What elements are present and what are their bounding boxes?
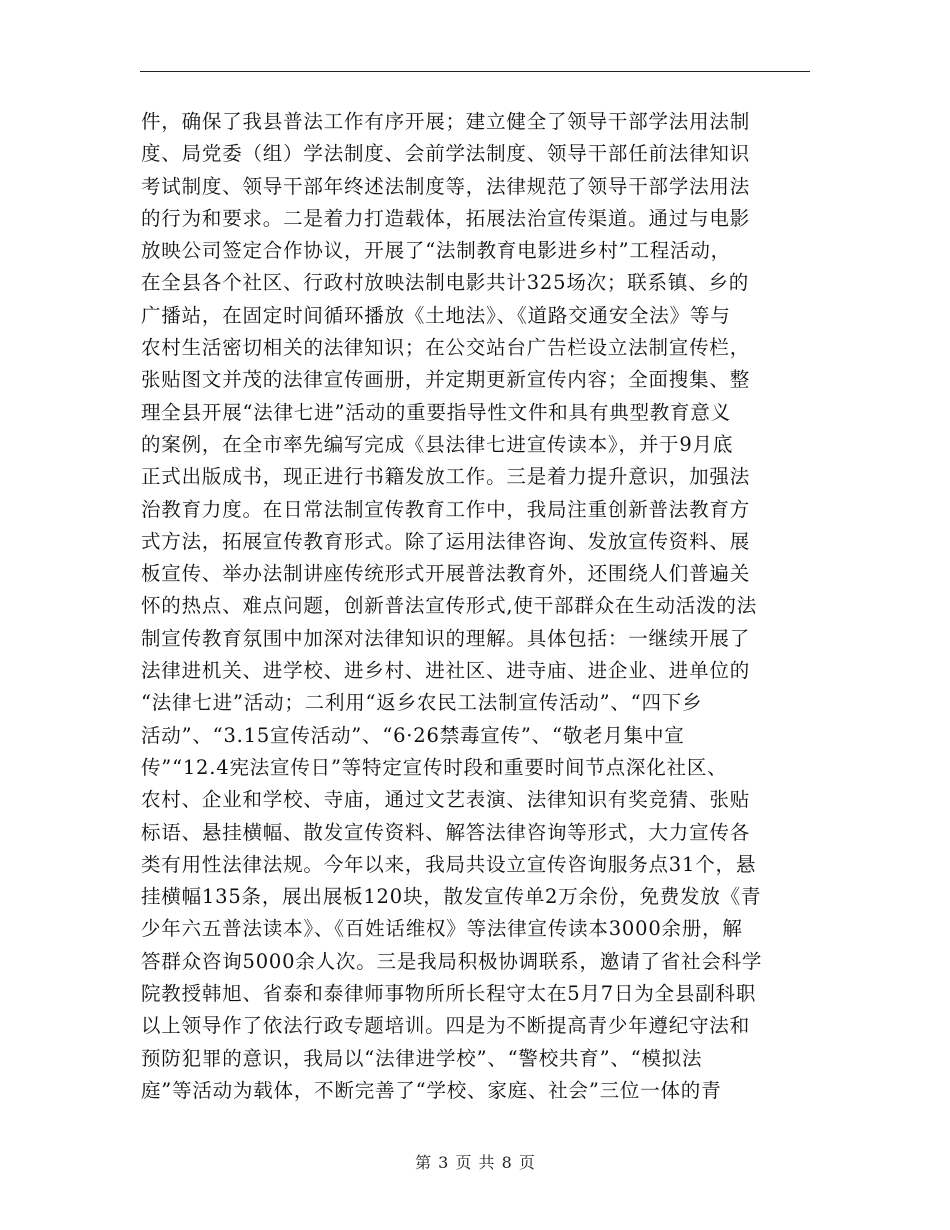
text-line: 挂横幅135条，展出展板120块，散发宣传单2万余份，免费发放《青	[141, 885, 762, 909]
text-line: 制宣传教育氛围中加深对法律知识的理解。具体包括：一继续开展了	[141, 626, 751, 650]
text-line: 式方法，拓展宣传教育形式。除了运用法律咨询、发放宣传资料、展	[141, 529, 751, 553]
text-line: 怀的热点、难点问题，创新普法宣传形式,使干部群众在生动活泼的法	[141, 594, 757, 618]
text-line: 活动”、“3.15宣传活动”、“6·26禁毒宣传”、“敬老月集中宣	[141, 723, 685, 747]
text-line: 板宣传、举办法制讲座传统形式开展普法教育外，还围绕人们普遍关	[141, 562, 751, 586]
text-line: 答群众咨询5000余人次。三是我局积极协调联系，邀请了省社会科学	[141, 949, 763, 973]
text-line: 农村生活密切相关的法律知识；在公交站台广告栏设立法制宣传栏，	[141, 336, 751, 360]
text-line: 法律进机关、进学校、进乡村、进社区、进寺庙、进企业、进单位的	[141, 659, 751, 683]
text-line: 正式出版成书，现正进行书籍发放工作。三是着力提升意识，加强法	[141, 465, 751, 489]
header-rule	[140, 71, 810, 72]
text-line: 在全县各个社区、行政村放映法制电影共计325场次；联系镇、乡的	[141, 271, 750, 295]
text-line: 院教授韩旭、省泰和泰律师事物所所长程守太在5月7日为全县副科职	[141, 982, 757, 1006]
text-line: 考试制度、领导干部年终述法制度等，法律规范了领导干部学法用法	[141, 174, 751, 198]
text-line: 理全县开展“法律七进”活动的重要指导性文件和具有典型教育意义	[141, 400, 731, 424]
text-line: 件，确保了我县普法工作有序开展；建立健全了领导干部学法用法制	[141, 110, 751, 133]
body-text	[141, 106, 811, 1107]
text-line: 广播站，在固定时间循环播放《土地法》、《道路交通安全法》等与	[141, 303, 731, 327]
text-line: 张贴图文并茂的法律宣传画册，并定期更新宣传内容；全面搜集、整	[141, 368, 751, 392]
text-line: 预防犯罪的意识，我局以“法律进学校”、“警校共育”、“模拟法	[141, 1046, 703, 1070]
text-line: 传”“12.4宪法宣传日”等特定宣传时段和重要时间节点深化社区、	[141, 755, 728, 779]
text-line: 以上领导作了依法行政专题培训。四是为不断提高青少年遵纪守法和	[141, 1014, 751, 1038]
text-line: 庭”等活动为载体，不断完善了“学校、家庭、社会”三位一体的青	[141, 1078, 722, 1102]
text-line: 的案例，在全市率先编写完成《县法律七进宣传读本》，并于9月底	[141, 432, 734, 456]
text-line: 的行为和要求。二是着力打造载体，拓展法治宣传渠道。通过与电影	[141, 206, 751, 230]
text-line: 度、局党委（组）学法制度、会前学法制度、领导干部任前法律知识	[141, 142, 751, 166]
text-line: 少年六五普法读本》、《百姓话维权》等法律宣传读本3000余册，解	[141, 917, 743, 941]
text-line: 农村、企业和学校、寺庙，通过文艺表演、法律知识有奖竞猜、张贴	[141, 788, 751, 812]
text-line: 治教育力度。在日常法制宣传教育工作中，我局注重创新普法教育方	[141, 497, 751, 521]
text-line: 类有用性法律法规。今年以来，我局共设立宣传咨询服务点31个，悬	[141, 852, 757, 876]
text-line: “法律七进”活动；二利用“返乡农民工法制宣传活动”、“四下乡	[141, 691, 703, 715]
text-line: 放映公司签定合作协议，开展了“法制教育电影进乡村”工程活动，	[141, 239, 731, 263]
text-line: 标语、悬挂横幅、散发宣传资料、解答法律咨询等形式，大力宣传各	[141, 820, 751, 844]
page-number-footer: 第 3 页 共 8 页	[415, 1153, 535, 1172]
